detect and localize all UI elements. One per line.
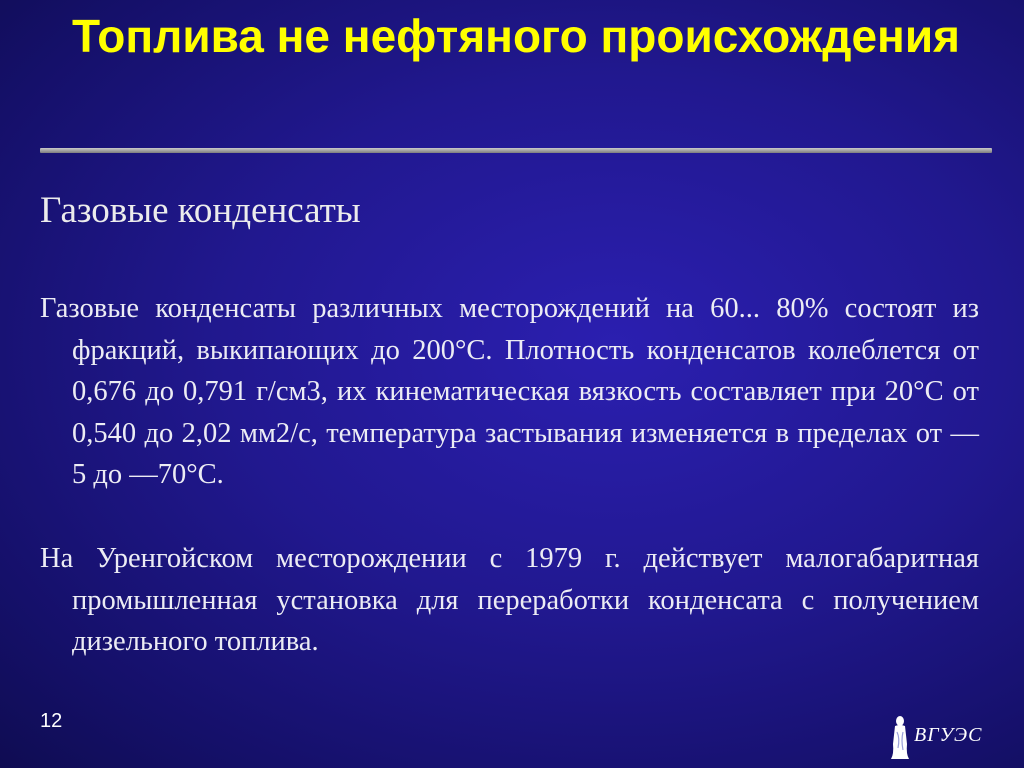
slide-subtitle: Газовые конденсаты <box>40 190 361 231</box>
body-paragraph: Газовые конденсаты различных месторождений на 60... 80% состоят из фракций, выкипающих до 200°С. Плотность конденсатов колеблется от 0,676 до 0,791 г/см3, их кинематическая вязкость составляет при 20°С от 0,540 до 2,02 мм2/с, температура застывания изменяется в пределах от —5 до —70°С. <box>40 293 979 490</box>
statue-figure-icon <box>888 714 912 760</box>
logo-text: ВГУЭС <box>914 724 983 746</box>
slide-title: Топлива не нефтяного происхождения <box>72 10 960 62</box>
body-paragraph: На Уренгойском месторождении с 1979 г. действует малогабаритная промышленная установка для переработки конденсата с получением дизельного топлива. <box>40 543 979 657</box>
university-logo <box>886 712 996 762</box>
title-divider <box>40 148 992 153</box>
page-number: 12 <box>40 710 63 732</box>
